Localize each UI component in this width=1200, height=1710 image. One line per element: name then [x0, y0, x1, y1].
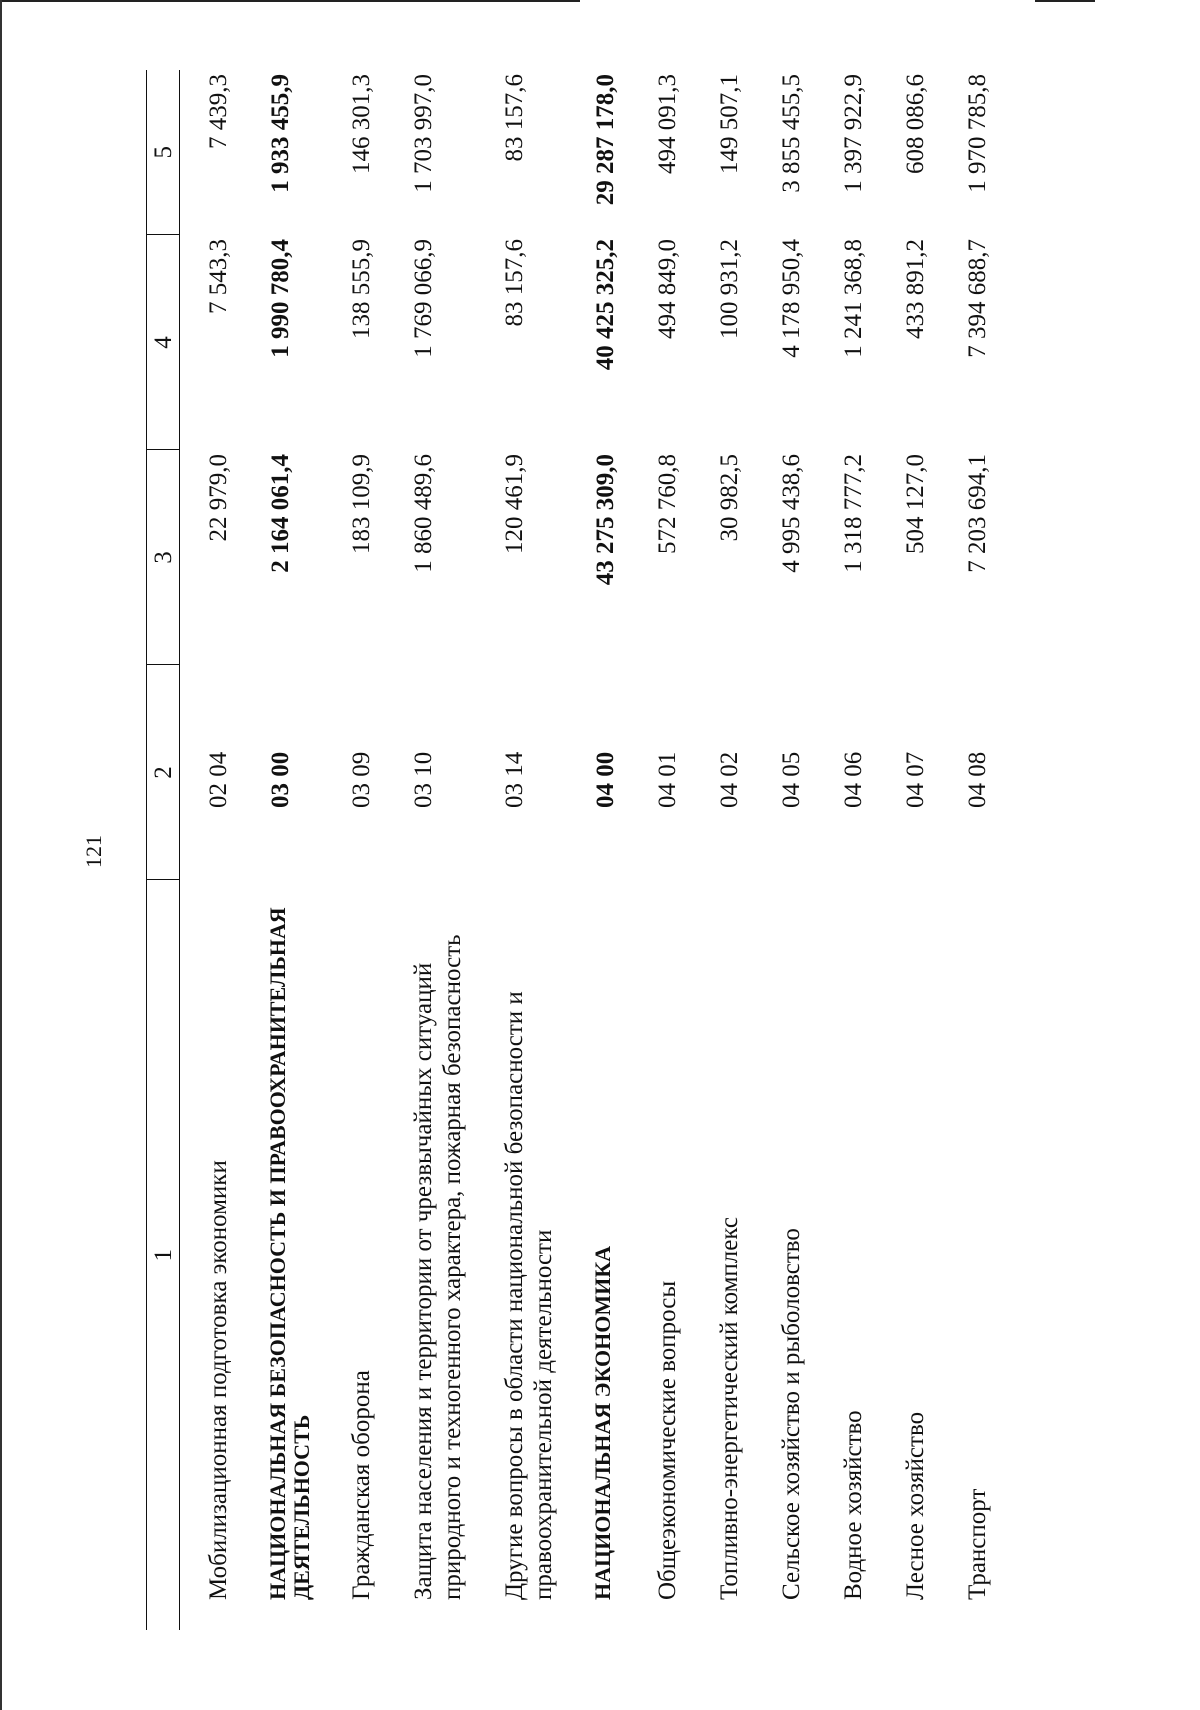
row-code-cell: 04 00 [592, 751, 619, 808]
column-header-4: 4 [147, 235, 180, 450]
row-value-col3-cell: 1 318 777,2 [840, 454, 867, 573]
row-name-cell: Топливно-энергетический комплекс [716, 1217, 743, 1600]
row-code-cell: 04 07 [902, 751, 929, 808]
row-value-col5-cell: 7 439,3 [205, 74, 232, 149]
row-code-cell: 03 10 [410, 751, 437, 808]
page-number: 121 [81, 835, 106, 868]
table-row [204, 70, 266, 1630]
row-value-col4-cell: 1 990 780,4 [267, 239, 294, 358]
row-name-cell: НАЦИОНАЛЬНАЯ БЕЗОПАСНОСТЬ И ПРАВООХРАНИТЕЛЬНАЯ ДЕЯТЕЛЬНОСТЬ [265, 907, 314, 1600]
table-row [777, 70, 839, 1630]
table-row [715, 70, 777, 1630]
row-value-col5-cell: 494 091,3 [654, 74, 681, 174]
row-code-cell: 04 06 [840, 751, 867, 808]
row-value-col4-cell: 100 931,2 [716, 239, 743, 339]
row-value-col5-cell: 1 970 785,8 [964, 74, 991, 193]
row-value-col3-cell: 7 203 694,1 [964, 454, 991, 573]
row-value-col3-cell: 1 860 489,6 [410, 454, 437, 573]
row-name-cell: Мобилизационная подготовка экономики [205, 1160, 232, 1600]
column-header-3: 3 [147, 450, 180, 665]
row-value-col4-cell: 1 241 368,8 [840, 239, 867, 358]
row-value-col5-cell: 1 933 455,9 [267, 74, 294, 193]
row-code-cell: 02 04 [205, 751, 232, 808]
row-value-col4-cell: 138 555,9 [348, 239, 375, 339]
row-value-col3-cell: 120 461,9 [501, 454, 528, 554]
table-row [653, 70, 715, 1630]
row-value-col5-cell: 149 507,1 [716, 74, 743, 174]
row-value-col4-cell: 4 178 950,4 [778, 239, 805, 358]
column-header-2: 2 [147, 665, 180, 880]
row-code-cell: 03 09 [348, 751, 375, 808]
budget-table [146, 70, 1025, 1630]
row-value-col4-cell: 7 394 688,7 [964, 239, 991, 358]
table-row [500, 70, 591, 1630]
table-row [591, 70, 653, 1630]
header-spacer [180, 70, 205, 1630]
row-value-col5-cell: 608 086,6 [902, 74, 929, 174]
row-value-col4-cell: 40 425 325,2 [592, 239, 619, 371]
table-row [266, 70, 347, 1630]
row-value-col5-cell: 83 157,6 [501, 74, 528, 162]
row-code-cell: 03 00 [267, 751, 294, 808]
row-value-col3-cell: 504 127,0 [902, 454, 929, 554]
row-value-col3-cell: 22 979,0 [205, 454, 232, 542]
column-header-5: 5 [147, 70, 180, 235]
row-name-cell: Лесное хозяйство [902, 1411, 929, 1600]
row-value-col4-cell: 83 157,6 [501, 239, 528, 327]
table-row [901, 70, 963, 1630]
table-row [347, 70, 409, 1630]
row-name-cell: НАЦИОНАЛЬНАЯ ЭКОНОМИКА [590, 1245, 615, 1600]
row-value-col3-cell: 183 109,9 [348, 454, 375, 554]
column-header-1: 1 [147, 880, 180, 1630]
table-header-row [147, 70, 180, 1630]
row-code-cell: 04 08 [964, 751, 991, 808]
row-name-cell: Водное хозяйство [840, 1410, 867, 1600]
row-name-cell: Защита населения и территории от чрезвычайных ситуаций природного и техногенного характера, пожарная безопасность [410, 934, 466, 1600]
row-value-col3-cell: 572 760,8 [654, 454, 681, 554]
row-name-cell: Общеэкономические вопросы [654, 1280, 681, 1600]
row-code-cell: 03 14 [501, 751, 528, 808]
row-name-cell: Другие вопросы в области национальной безопасности и правоохранительной деятельности [501, 991, 557, 1600]
row-value-col3-cell: 4 995 438,6 [778, 454, 805, 573]
row-name-cell: Транспорт [964, 1488, 991, 1600]
row-value-col4-cell: 494 849,0 [654, 239, 681, 339]
row-value-col3-cell: 43 275 309,0 [592, 454, 619, 586]
table-row [963, 70, 1025, 1630]
row-value-col5-cell: 146 301,3 [348, 74, 375, 174]
table-row [839, 70, 901, 1630]
row-code-cell: 04 02 [716, 751, 743, 808]
row-name-cell: Сельское хозяйство и рыболовство [778, 1228, 805, 1600]
row-value-col5-cell: 1 397 922,9 [840, 74, 867, 193]
table-body [180, 70, 1026, 1630]
row-value-col5-cell: 3 855 455,5 [778, 74, 805, 193]
row-value-col4-cell: 433 891,2 [902, 239, 929, 339]
row-value-col3-cell: 30 982,5 [716, 454, 743, 542]
row-value-col3-cell: 2 164 061,4 [267, 454, 294, 573]
row-value-col4-cell: 7 543,3 [205, 239, 232, 314]
row-value-col4-cell: 1 769 066,9 [410, 239, 437, 358]
table-row [409, 70, 500, 1630]
row-code-cell: 04 01 [654, 751, 681, 808]
row-value-col5-cell: 1 703 997,0 [410, 74, 437, 193]
row-name-cell: Гражданская оборона [348, 1370, 375, 1600]
row-code-cell: 04 05 [778, 751, 805, 808]
row-value-col5-cell: 29 287 178,0 [592, 74, 619, 206]
